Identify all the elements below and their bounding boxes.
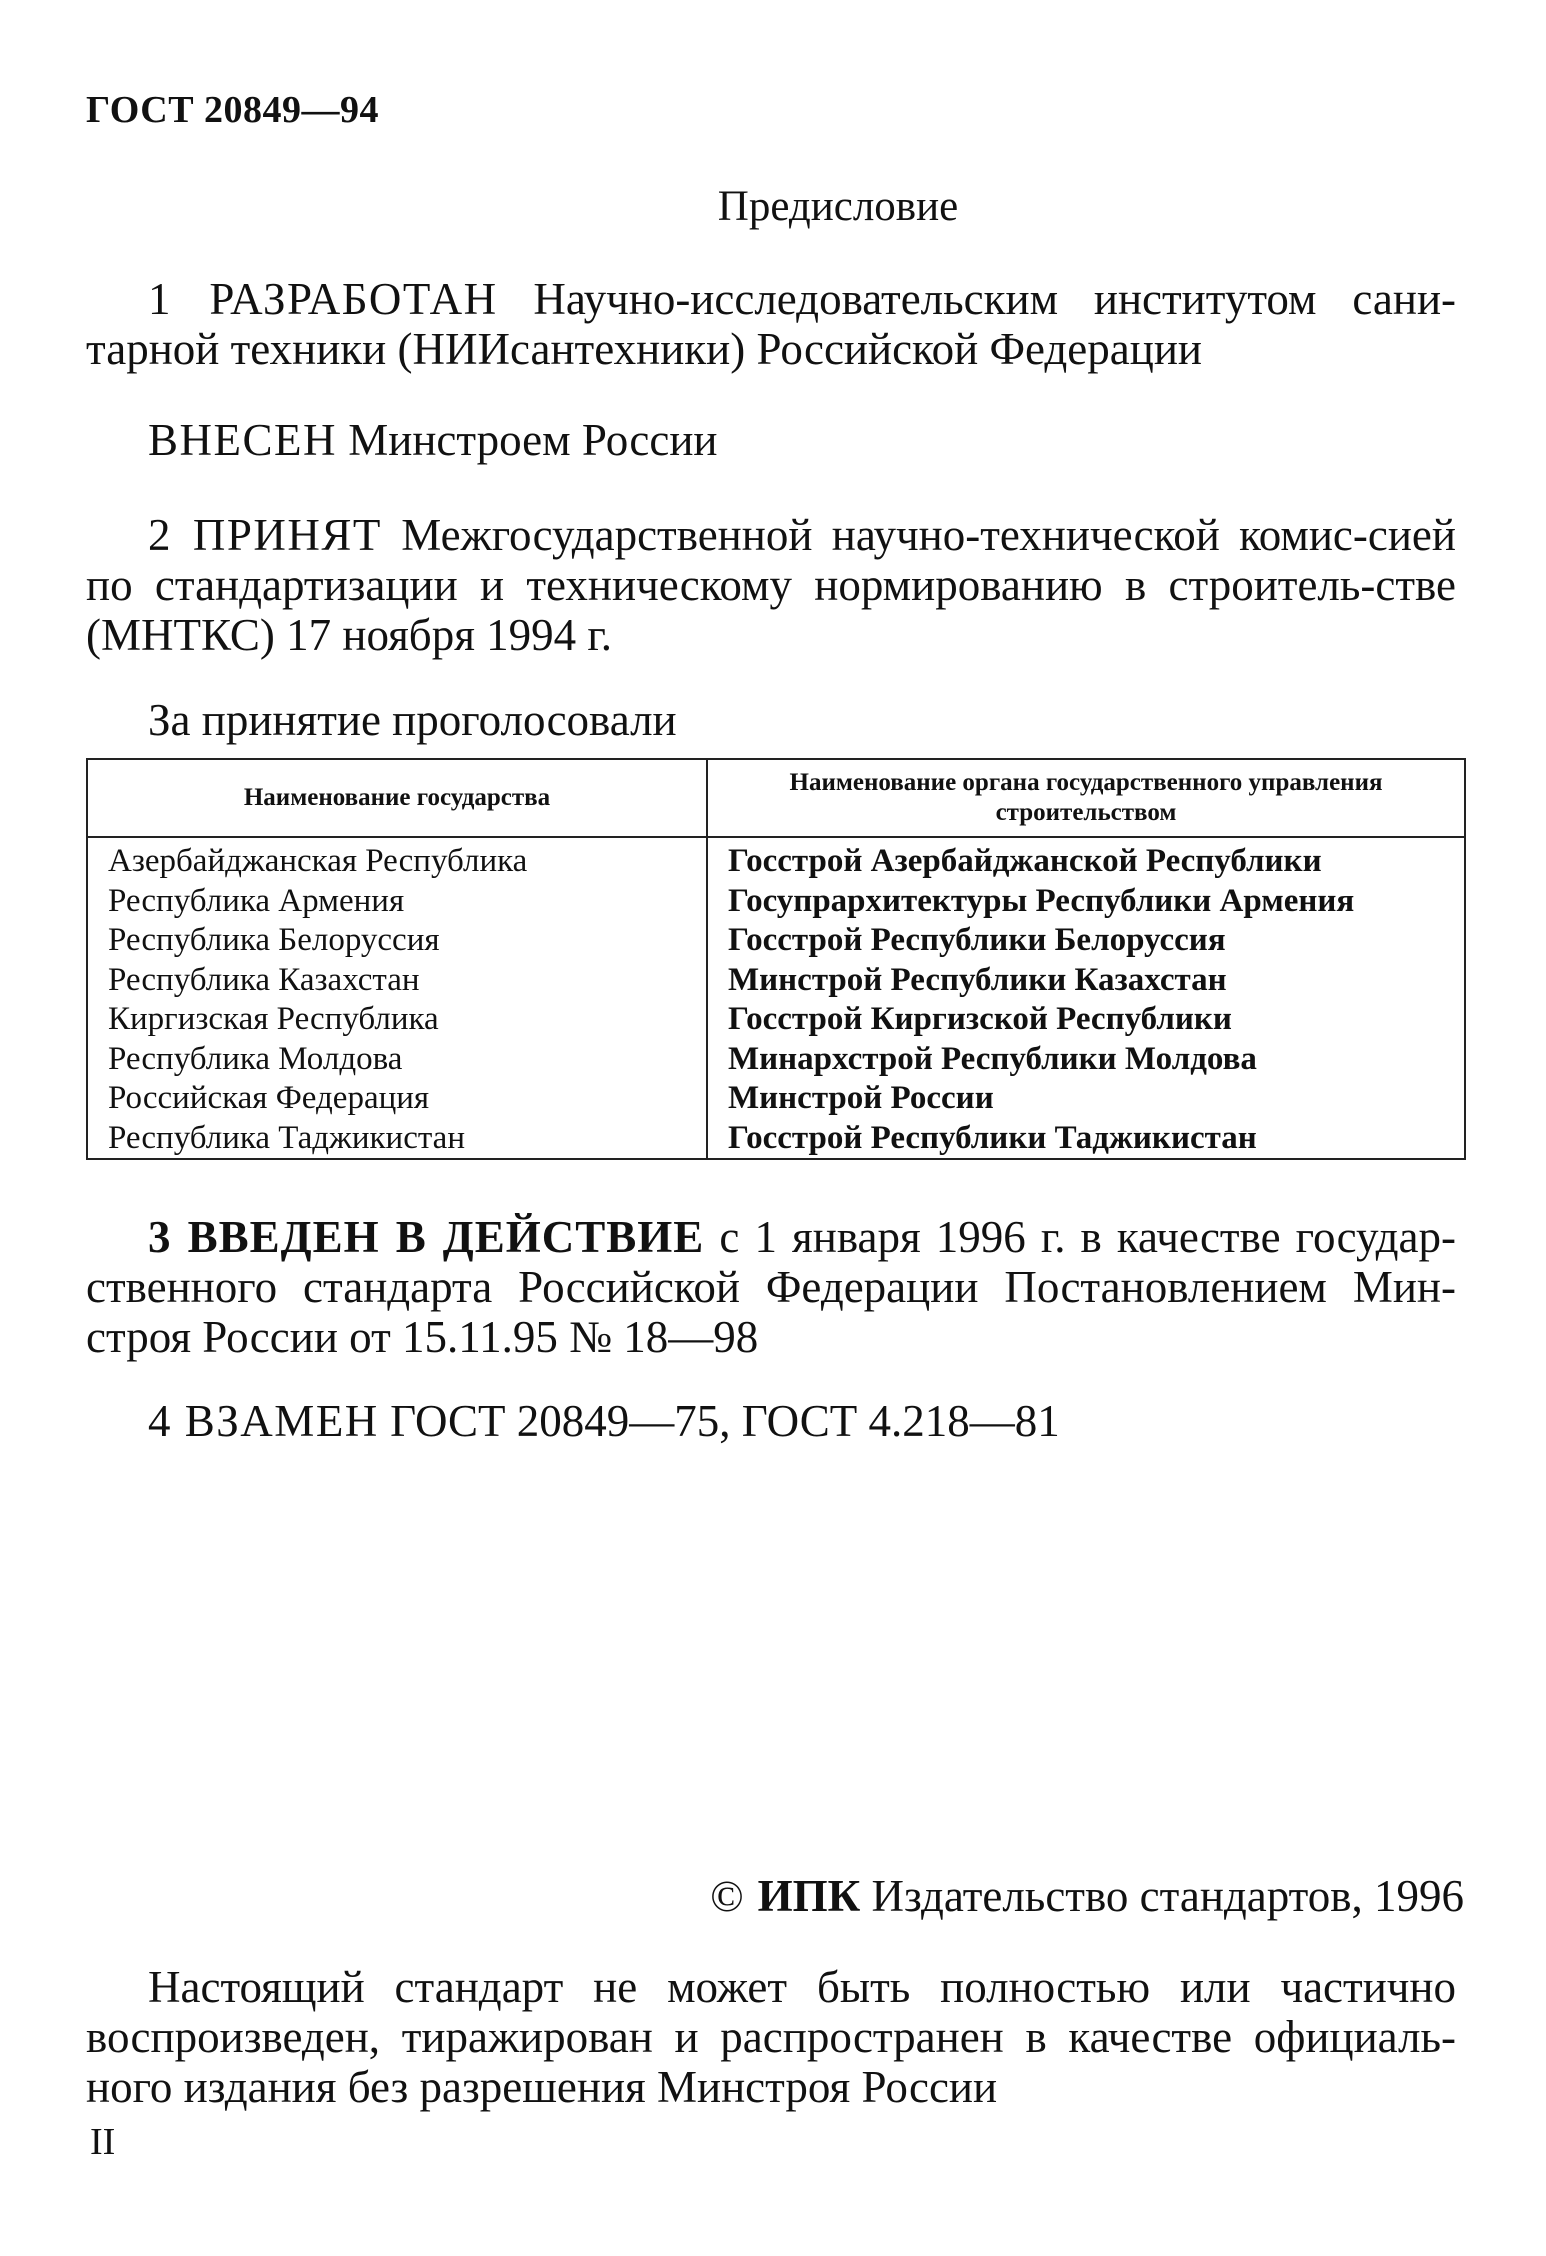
vote-intro: За принятие проголосовали xyxy=(148,695,677,745)
table-row xyxy=(87,882,1465,922)
table-row xyxy=(87,1079,1465,1119)
table-row xyxy=(87,921,1465,961)
effective-label: 3 ВВЕДЕН В ДЕЙСТВИЕ xyxy=(148,1212,705,1262)
paragraph-replaces xyxy=(148,1396,1448,1446)
authority-cell: Минстрой России xyxy=(707,1079,1465,1119)
authority-cell: Госстрой Киргизской Республики xyxy=(707,1000,1465,1040)
developed-text: Научно-исследовательским институтом сани-тарной техники (НИИсантехники) Российской Федерации xyxy=(86,274,1457,374)
table-row xyxy=(87,1000,1465,1040)
copyright-text: Издательство стандартов, 1996 xyxy=(871,1871,1464,1921)
authority-cell: Госупрархитектуры Республики Армения xyxy=(707,882,1465,922)
paragraph-effective xyxy=(86,1212,1456,1362)
state-cell: Азербайджанская Республика xyxy=(87,837,707,882)
submitted-label: ВНЕСЕН xyxy=(148,415,337,465)
copyright-icon: © xyxy=(710,1872,744,1921)
page-number: II xyxy=(90,2121,116,2163)
state-cell: Республика Белоруссия xyxy=(87,921,707,961)
authority-cell: Минстрой Республики Казахстан xyxy=(707,961,1465,1001)
vote-table-header-row xyxy=(87,759,1465,837)
state-cell: Республика Армения xyxy=(87,882,707,922)
reproduction-notice: Настоящий стандарт не может быть полностью или частично воспроизведен, тиражирован и распространен в качестве официаль-ного издания без разрешения Минстроя России xyxy=(86,1962,1456,2112)
document-code: ГОСТ 20849—94 xyxy=(86,89,380,131)
replaces-text: ГОСТ 20849—75, ГОСТ 4.218—81 xyxy=(390,1396,1060,1446)
copyright-publisher: ИПК xyxy=(757,1871,861,1921)
authority-cell: Минархстрой Республики Молдова xyxy=(707,1040,1465,1080)
authority-cell: Госстрой Республики Белоруссия xyxy=(707,921,1465,961)
table-row xyxy=(87,837,1465,882)
column-header-authority: Наименование органа государственного управления строительством xyxy=(707,759,1465,837)
developed-label: 1 РАЗРАБОТАН xyxy=(148,274,498,324)
adopted-label: 2 ПРИНЯТ xyxy=(148,510,382,560)
column-header-state: Наименование государства xyxy=(87,759,707,837)
state-cell: Киргизская Республика xyxy=(87,1000,707,1040)
replaces-label: 4 ВЗАМЕН xyxy=(148,1396,379,1446)
table-row xyxy=(87,1119,1465,1160)
paragraph-submitted xyxy=(148,414,1448,466)
state-cell: Республика Казахстан xyxy=(87,961,707,1001)
table-row xyxy=(87,961,1465,1001)
effective-text: с 1 января 1996 г. в качестве государ-ственного стандарта Российской Федерации Постановлением Мин-строя России от 15.11.95 № 18—98 xyxy=(86,1212,1456,1362)
authority-cell: Госстрой Азербайджанской Республики xyxy=(707,837,1465,882)
table-row xyxy=(87,1040,1465,1080)
authority-cell: Госстрой Республики Таджикистан xyxy=(707,1119,1465,1160)
adopted-text: Межгосударственной научно-технической комис-сией по стандартизации и техническому нормированию в строитель-стве (МНТКС) 17 ноября 1994 г. xyxy=(86,510,1456,660)
state-cell: Российская Федерация xyxy=(87,1079,707,1119)
copyright-line xyxy=(710,1870,1464,1922)
paragraph-developed xyxy=(86,274,1456,374)
vote-table xyxy=(86,758,1466,1160)
preface-title: Предисловие xyxy=(717,183,959,230)
state-cell: Республика Молдова xyxy=(87,1040,707,1080)
state-cell: Республика Таджикистан xyxy=(87,1119,707,1160)
paragraph-adopted xyxy=(86,510,1456,660)
submitted-text: Минстроем России xyxy=(348,415,718,465)
